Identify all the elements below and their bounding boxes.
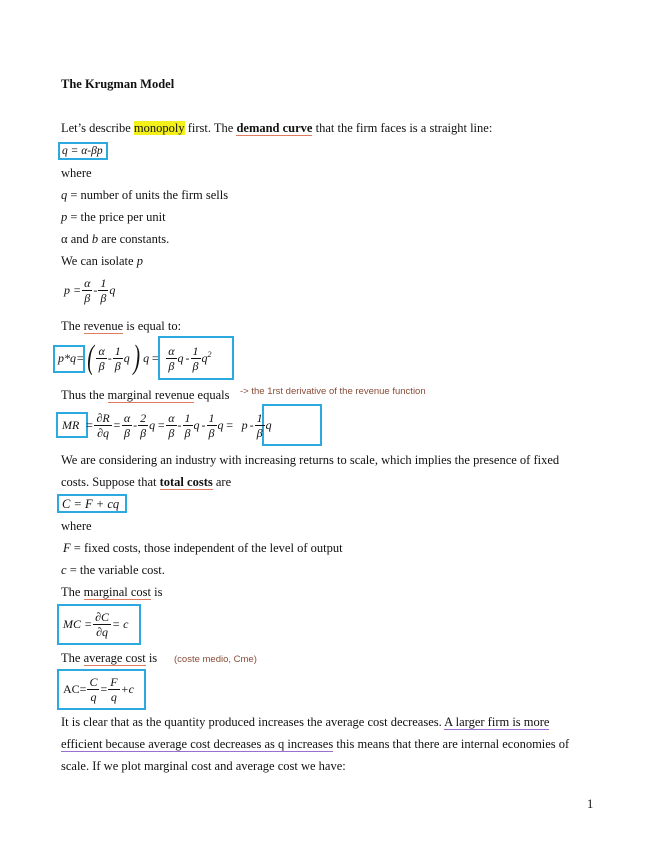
mc-equation — [62, 605, 129, 643]
ac-equation — [62, 670, 135, 708]
revenue-line — [61, 318, 181, 334]
def-and: and — [67, 232, 92, 246]
scale-post: are — [212, 475, 232, 489]
def-constants — [61, 231, 169, 247]
demand-equation: q = α-βp — [62, 145, 103, 157]
mr-line — [61, 387, 229, 403]
frac-num: 1 — [192, 343, 199, 358]
mc-line — [61, 584, 163, 600]
frac-den: β — [255, 425, 265, 440]
var-c: c — [61, 563, 67, 577]
ac-plus-c: +c — [120, 681, 135, 696]
def-q-text: = number of units the firm sells — [67, 188, 229, 202]
frac-num: α — [84, 276, 91, 290]
minus-sign: - — [185, 350, 190, 365]
scale-line-1: We are considering an industry with increasing returns to scale, which implies the presence of fixed — [61, 453, 560, 467]
isolate-line — [61, 253, 143, 269]
frac-num: 1 — [100, 276, 107, 290]
exponent: 2 — [207, 350, 212, 359]
frac-num: F — [110, 674, 118, 689]
frac-den: q — [87, 689, 99, 704]
frac-den: β — [191, 358, 201, 373]
mc-post: is — [151, 585, 163, 599]
def-q — [61, 187, 228, 203]
revenue-post: is equal to: — [123, 319, 182, 333]
minus-sign: - — [107, 350, 112, 365]
var-q: q — [177, 350, 184, 365]
mr-pre: Thus the — [61, 388, 108, 402]
def-F — [63, 540, 343, 556]
equals-sign: = — [112, 417, 121, 432]
conclusion-line-2 — [61, 736, 569, 752]
var-q: q — [123, 350, 130, 365]
conclusion-text: this means that there are internal economies of — [333, 737, 570, 751]
frac-den: β — [113, 358, 123, 373]
frac-den: ∂q — [94, 425, 111, 440]
scale-pre: costs. Suppose that — [61, 475, 160, 489]
mr-post: equals — [194, 388, 230, 402]
var-q: q — [61, 188, 68, 202]
var-q: q — [143, 350, 150, 365]
var-alpha: α — [61, 232, 68, 246]
frac-den: β — [96, 358, 106, 373]
intro-line — [61, 120, 492, 136]
underlined-claim: efficient because average cost decreases as q increases — [61, 737, 334, 751]
conclusion-line-1 — [61, 714, 549, 730]
frac-den: ∂q — [93, 624, 111, 639]
var-q: q — [217, 417, 224, 432]
p-eq-lhs: p = — [64, 283, 82, 297]
frac-num: 1 — [208, 410, 215, 425]
ac-note: (coste medio, Cme) — [174, 654, 257, 665]
intro-text-mid: first. The — [184, 121, 237, 135]
frac-num: 2 — [140, 410, 147, 425]
term-demand-curve: demand curve — [236, 121, 313, 135]
term-total-costs: total costs — [159, 475, 213, 489]
frac-den: β — [138, 425, 148, 440]
var-p: p — [241, 417, 248, 432]
equals-sign: = — [85, 417, 94, 432]
def-constants-text: are constants. — [98, 232, 170, 246]
frac-den: β — [82, 290, 92, 305]
scale-line-2 — [61, 474, 231, 490]
mc-rhs: = c — [112, 616, 129, 631]
frac-num: α — [98, 343, 105, 358]
minus-sign: - — [93, 283, 98, 297]
cost-equation: C = F + cq — [62, 497, 120, 511]
where-label-2: where — [61, 519, 92, 533]
var-p-isolate: p — [136, 254, 143, 268]
frac-den: q — [108, 689, 119, 704]
ac-line — [61, 650, 157, 666]
frac-num: α — [168, 410, 175, 425]
def-c-text: = the variable cost. — [66, 563, 165, 577]
mr-equation — [61, 405, 273, 445]
intro-text-post: that the firm faces is a straight line: — [312, 121, 493, 135]
var-p: p — [61, 210, 68, 224]
term-revenue: revenue — [83, 319, 124, 333]
mr-note: -> the 1rst derivative of the revenue function — [240, 386, 426, 397]
page-number: 1 — [587, 797, 594, 811]
frac-num: ∂C — [95, 609, 110, 624]
def-p — [61, 209, 166, 225]
where-label: where — [61, 166, 92, 180]
frac-num: 1 — [184, 410, 191, 425]
equals-sign: = — [151, 350, 160, 365]
var-q: q — [149, 417, 156, 432]
highlight-monopoly: monopoly — [133, 121, 185, 135]
equals-sign: = — [100, 681, 108, 696]
frac-den: β — [98, 290, 108, 305]
intro-text: Let’s describe — [61, 121, 134, 135]
equals-sign: = — [157, 417, 166, 432]
ac-pre: The — [61, 651, 84, 665]
var-q: q — [193, 417, 200, 432]
term-marginal-revenue: marginal revenue — [107, 388, 195, 402]
revenue-equation — [57, 338, 213, 378]
ac-lhs: AC= — [63, 681, 87, 696]
right-paren: ) — [133, 339, 140, 376]
isolate-text: We can isolate — [61, 254, 137, 268]
conclusion-line-3: scale. If we plot marginal cost and average cost we have: — [61, 759, 346, 773]
minus-sign: - — [177, 417, 182, 432]
mc-pre: The — [61, 585, 84, 599]
frac-num: ∂R — [96, 410, 110, 425]
minus-sign: - — [249, 417, 254, 432]
minus-sign: - — [201, 417, 206, 432]
def-p-text: = the price per unit — [67, 210, 166, 224]
var-q: q — [201, 351, 208, 365]
frac-den: β — [122, 425, 132, 440]
p-equation — [63, 276, 116, 305]
ac-post: is — [145, 651, 158, 665]
var-q: q — [109, 283, 116, 297]
frac-num: α — [123, 410, 131, 425]
var-F: F — [63, 541, 71, 555]
equals-sign: = — [225, 417, 234, 432]
frac-den: β — [166, 358, 176, 373]
def-F-text: = fixed costs, those independent of the level of output — [70, 541, 343, 555]
var-b: b — [91, 232, 99, 246]
page-title: The Krugman Model — [61, 77, 175, 91]
q-squared — [201, 350, 213, 366]
term-marginal-cost: marginal cost — [83, 585, 152, 599]
term-average-cost: average cost — [83, 651, 146, 665]
revenue-pre: The — [61, 319, 84, 333]
var-q: q — [265, 417, 272, 432]
frac-den: β — [183, 425, 193, 440]
conclusion-text: It is clear that as the quantity produced increases the average cost decreases. — [61, 715, 445, 729]
underlined-claim: A larger firm is more — [444, 715, 550, 729]
mc-lhs: MC = — [63, 616, 93, 631]
mr-lhs: MR — [62, 417, 80, 432]
frac-den: β — [166, 425, 176, 440]
frac-num: 1 — [114, 343, 121, 358]
frac-num: α — [168, 343, 175, 358]
revenue-lhs: p*q= — [58, 350, 85, 365]
frac-num: C — [89, 674, 98, 689]
frac-den: β — [207, 425, 217, 440]
minus-sign: - — [133, 417, 138, 432]
def-c — [61, 562, 165, 578]
left-paren: ( — [87, 339, 95, 376]
frac-num: 1 — [256, 410, 263, 425]
